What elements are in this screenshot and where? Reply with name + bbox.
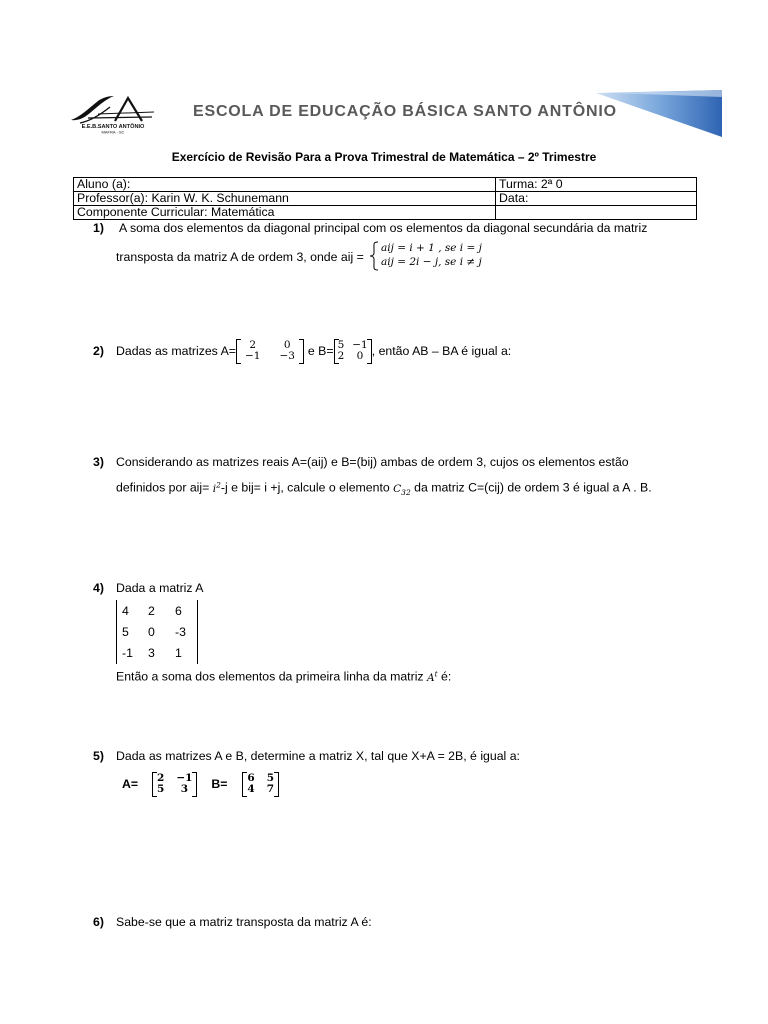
- question-4-text-b: é:: [437, 669, 452, 684]
- matrix-cell: 7: [266, 783, 275, 795]
- question-1-line-2: transposta da matriz A de ordem 3, onde aij =: [116, 250, 364, 264]
- question-3-number: 3): [93, 455, 104, 469]
- matrix-cell: 5: [337, 338, 345, 351]
- date-cell: Data:: [496, 192, 697, 206]
- question-2-number: 2): [93, 343, 104, 358]
- matrix-cell: 5: [266, 771, 275, 784]
- question-4-line-2: [116, 666, 451, 686]
- matrix-cell: −1: [244, 350, 261, 362]
- table-row: [74, 178, 697, 192]
- matrix-cell: 0: [148, 624, 155, 639]
- class-cell: Turma: 2ª 0: [496, 178, 697, 192]
- empty-cell: [496, 206, 697, 220]
- matrix-b-label: B=: [211, 777, 228, 791]
- piecewise-case-1: aij = i + 1 , se i = j: [381, 242, 482, 254]
- matrix-cell: 2: [249, 338, 257, 351]
- matrix-cell: 4: [122, 603, 129, 618]
- exam-title: Exercício de Revisão Para a Prova Trimestral de Matemática – 2º Trimestre: [171, 150, 597, 164]
- question-2-text-end: , então AB – BA é igual a:: [371, 344, 512, 358]
- matrix-a: [236, 339, 304, 364]
- header-accent-shape: [596, 90, 722, 138]
- matrix-cell: 6: [247, 771, 255, 784]
- question-3-text-b: -j e bij= i +j, calcule o elemento: [220, 480, 394, 495]
- question-3-line-2: [116, 477, 652, 500]
- matrix-cell: −1: [352, 338, 368, 351]
- question-3-line-1: Considerando as matrizes reais A=(aij) e B=(bij) ambas de ordem 3, cujos os elementos estão: [116, 455, 629, 469]
- student-name-cell: Aluno (a):: [74, 178, 496, 192]
- matrix-cell: 0: [283, 338, 291, 351]
- question-6-line-1: Sabe-se que a matriz transposta da matriz A é:: [116, 915, 372, 929]
- teacher-cell: Professor(a): Karin W. K. Schunemann: [74, 192, 496, 206]
- question-2-text-a: Dadas as matrizes A=: [116, 344, 236, 358]
- math-i-squared: [212, 480, 221, 495]
- matrix-cell: 0: [356, 350, 364, 362]
- matrix-a: [152, 772, 197, 797]
- school-name: ESCOLA DE EDUCAÇÃO BÁSICA SANTO ANTÔNIO: [193, 103, 617, 120]
- piecewise-brace: [369, 241, 379, 271]
- matrix-cell: 3: [180, 783, 189, 795]
- question-1-number: 1): [93, 221, 104, 235]
- matrix-cell: 6: [175, 603, 182, 618]
- math-subscript: 32: [401, 487, 411, 497]
- logo-text-city: MAFRA - SC: [101, 129, 125, 135]
- piecewise-case-2: aij = 2i − j, se i ≠ j: [381, 256, 482, 268]
- matrix-cell: 3: [148, 645, 155, 660]
- question-2: [93, 338, 511, 364]
- question-5-line-1: Dada as matrizes A e B, determine a matriz X, tal que X+A = 2B, é igual a:: [116, 749, 520, 763]
- matrix-cell: −3: [279, 350, 295, 362]
- matrix-cell: 2: [157, 771, 165, 784]
- info-table: [73, 177, 697, 220]
- subject-cell: Componente Curricular: Matemática: [74, 206, 496, 220]
- question-3-text-a: definidos por aij=: [116, 480, 213, 495]
- math-c: C: [393, 482, 402, 495]
- logo-text-name: E.E.B.SANTO ANTÔNIO: [81, 124, 145, 130]
- math-i: i: [212, 482, 217, 495]
- matrix-cell: -1: [122, 645, 133, 660]
- math-exponent: t: [434, 669, 438, 678]
- table-row: [74, 206, 697, 220]
- matrix-cell: −1: [176, 771, 193, 784]
- question-6-number: 6): [93, 915, 104, 929]
- math-a: A: [427, 671, 435, 684]
- matrix-b: [334, 339, 372, 364]
- math-exponent: 2: [216, 480, 221, 489]
- question-4-text-a: Então a soma dos elementos da primeira linha da matriz: [116, 669, 427, 684]
- matrix-cell: 1: [175, 645, 182, 660]
- matrix-b: [242, 772, 279, 797]
- question-4-line-1: Dada a matriz A: [116, 581, 204, 595]
- math-c32: [393, 483, 411, 495]
- math-a-transpose: [427, 669, 438, 684]
- matrix-cell: 5: [122, 624, 129, 639]
- matrix-cell: 4: [247, 783, 255, 795]
- question-2-text-b: e B=: [307, 344, 334, 358]
- matrix-a-label: A=: [122, 777, 139, 791]
- matrix-cell: -3: [175, 624, 186, 639]
- question-5-number: 5): [93, 749, 104, 763]
- question-5-matrices: [122, 771, 279, 797]
- question-4-number: 4): [93, 581, 104, 595]
- school-logo: [68, 93, 158, 135]
- matrix-a-3x3: [116, 600, 198, 664]
- matrix-cell: 5: [157, 783, 165, 795]
- question-3-text-c: da matriz C=(cij) de ordem 3 é igual a A . B.: [410, 480, 652, 495]
- matrix-cell: 2: [337, 350, 345, 362]
- table-row: [74, 192, 697, 206]
- question-1-line-1: A soma dos elementos da diagonal principal com os elementos da diagonal secundária da matriz: [119, 221, 648, 235]
- matrix-cell: 2: [148, 603, 155, 618]
